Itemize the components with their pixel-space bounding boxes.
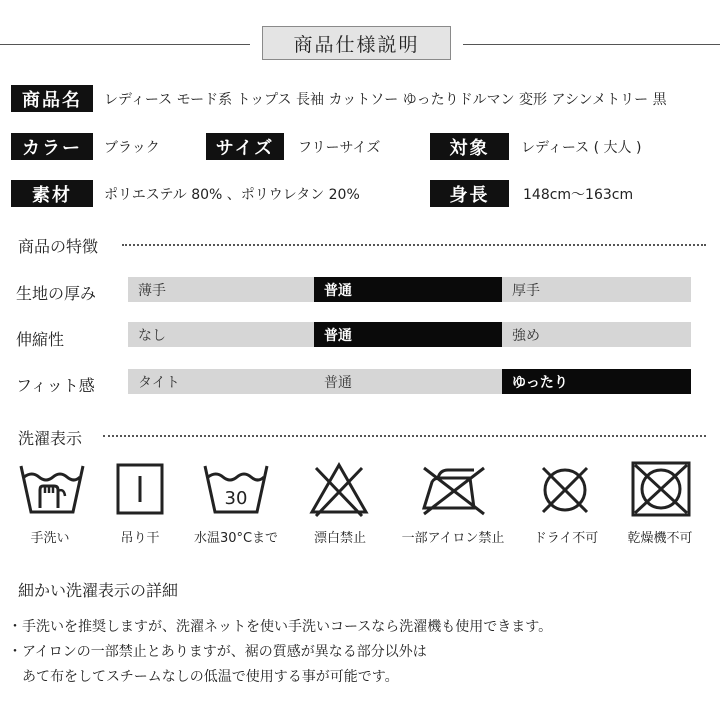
feature-thickness-option-2: 普通 — [314, 277, 502, 302]
spec-value-size: フリーサイズ — [298, 140, 381, 156]
laundry-caption-no-tumble-dry: 乾燥機不可 — [627, 531, 693, 546]
feature-fit-option-1: タイト — [128, 369, 314, 394]
feature-stretch-option-3: 強め — [502, 322, 691, 347]
spec-value-color: ブラック — [104, 140, 160, 156]
no-iron-icon — [418, 460, 490, 518]
details-note-2: ・アイロンの一部禁止とありますが、裾の質感が異なる部分以外は — [8, 644, 427, 660]
laundry-caption-no-dry-clean: ドライ不可 — [533, 531, 599, 546]
feature-label-thickness: 生地の厚み — [16, 284, 97, 303]
laundry-heading: 洗濯表示 — [18, 429, 83, 448]
details-note-3: あて布をしてスチームなしの低温で使用する事が可能です。 — [22, 669, 399, 685]
features-heading: 商品の特徴 — [18, 237, 99, 256]
laundry-caption-no-iron: 一部アイロン禁止 — [401, 531, 505, 546]
details-note-1: ・手洗いを推奨しますが、洗濯ネットを使い手洗いコースなら洗濯機も使用できます。 — [8, 619, 553, 635]
laundry-caption-hand-wash: 手洗い — [30, 531, 70, 546]
hang-dry-icon — [114, 460, 166, 518]
header-rule-left — [0, 44, 250, 45]
spec-label-height: 身長 — [430, 180, 509, 207]
wash-30-icon — [202, 460, 270, 518]
spec-label-name: 商品名 — [11, 85, 93, 112]
laundry-caption-no-bleach: 漂白禁止 — [313, 531, 367, 546]
spec-value-material: ポリエステル 80% 、ポリウレタン 20% — [104, 187, 360, 203]
spec-label-size: サイズ — [206, 133, 284, 160]
laundry-divider — [103, 435, 706, 437]
feature-fit-option-2: 普通 — [314, 369, 502, 394]
spec-label-color: カラー — [11, 133, 93, 160]
no-bleach-icon — [308, 460, 370, 518]
spec-label-target: 対象 — [430, 133, 509, 160]
hand-wash-icon — [18, 460, 86, 518]
laundry-caption-hang-dry: 吊り干 — [120, 531, 160, 546]
page-title: 商品仕様説明 — [262, 26, 451, 60]
features-divider — [122, 244, 706, 246]
no-tumble-dry-icon — [630, 460, 692, 518]
feature-label-fit: フィット感 — [16, 376, 95, 395]
feature-fit-option-3: ゆったり — [502, 369, 691, 394]
feature-thickness-option-3: 厚手 — [502, 277, 691, 302]
header-rule-right — [463, 44, 720, 45]
feature-thickness-option-1: 薄手 — [128, 277, 314, 302]
feature-label-stretch: 伸縮性 — [16, 330, 65, 349]
wash-temp-text: 30 — [224, 488, 248, 509]
no-dry-clean-icon — [536, 460, 594, 518]
laundry-caption-wash-30: 水温30°Cまで — [193, 531, 279, 546]
spec-value-target: レディース ( 大人 ) — [521, 140, 642, 156]
spec-value-height: 148cm～163cm — [523, 187, 634, 203]
feature-stretch-option-1: なし — [128, 322, 314, 347]
spec-label-material: 素材 — [11, 180, 93, 207]
feature-stretch-option-2: 普通 — [314, 322, 502, 347]
spec-value-name: レディース モード系 トップス 長袖 カットソー ゆったりドルマン 変形 アシンメトリー 黒 — [104, 92, 667, 108]
details-heading: 細かい洗濯表示の詳細 — [18, 581, 179, 600]
